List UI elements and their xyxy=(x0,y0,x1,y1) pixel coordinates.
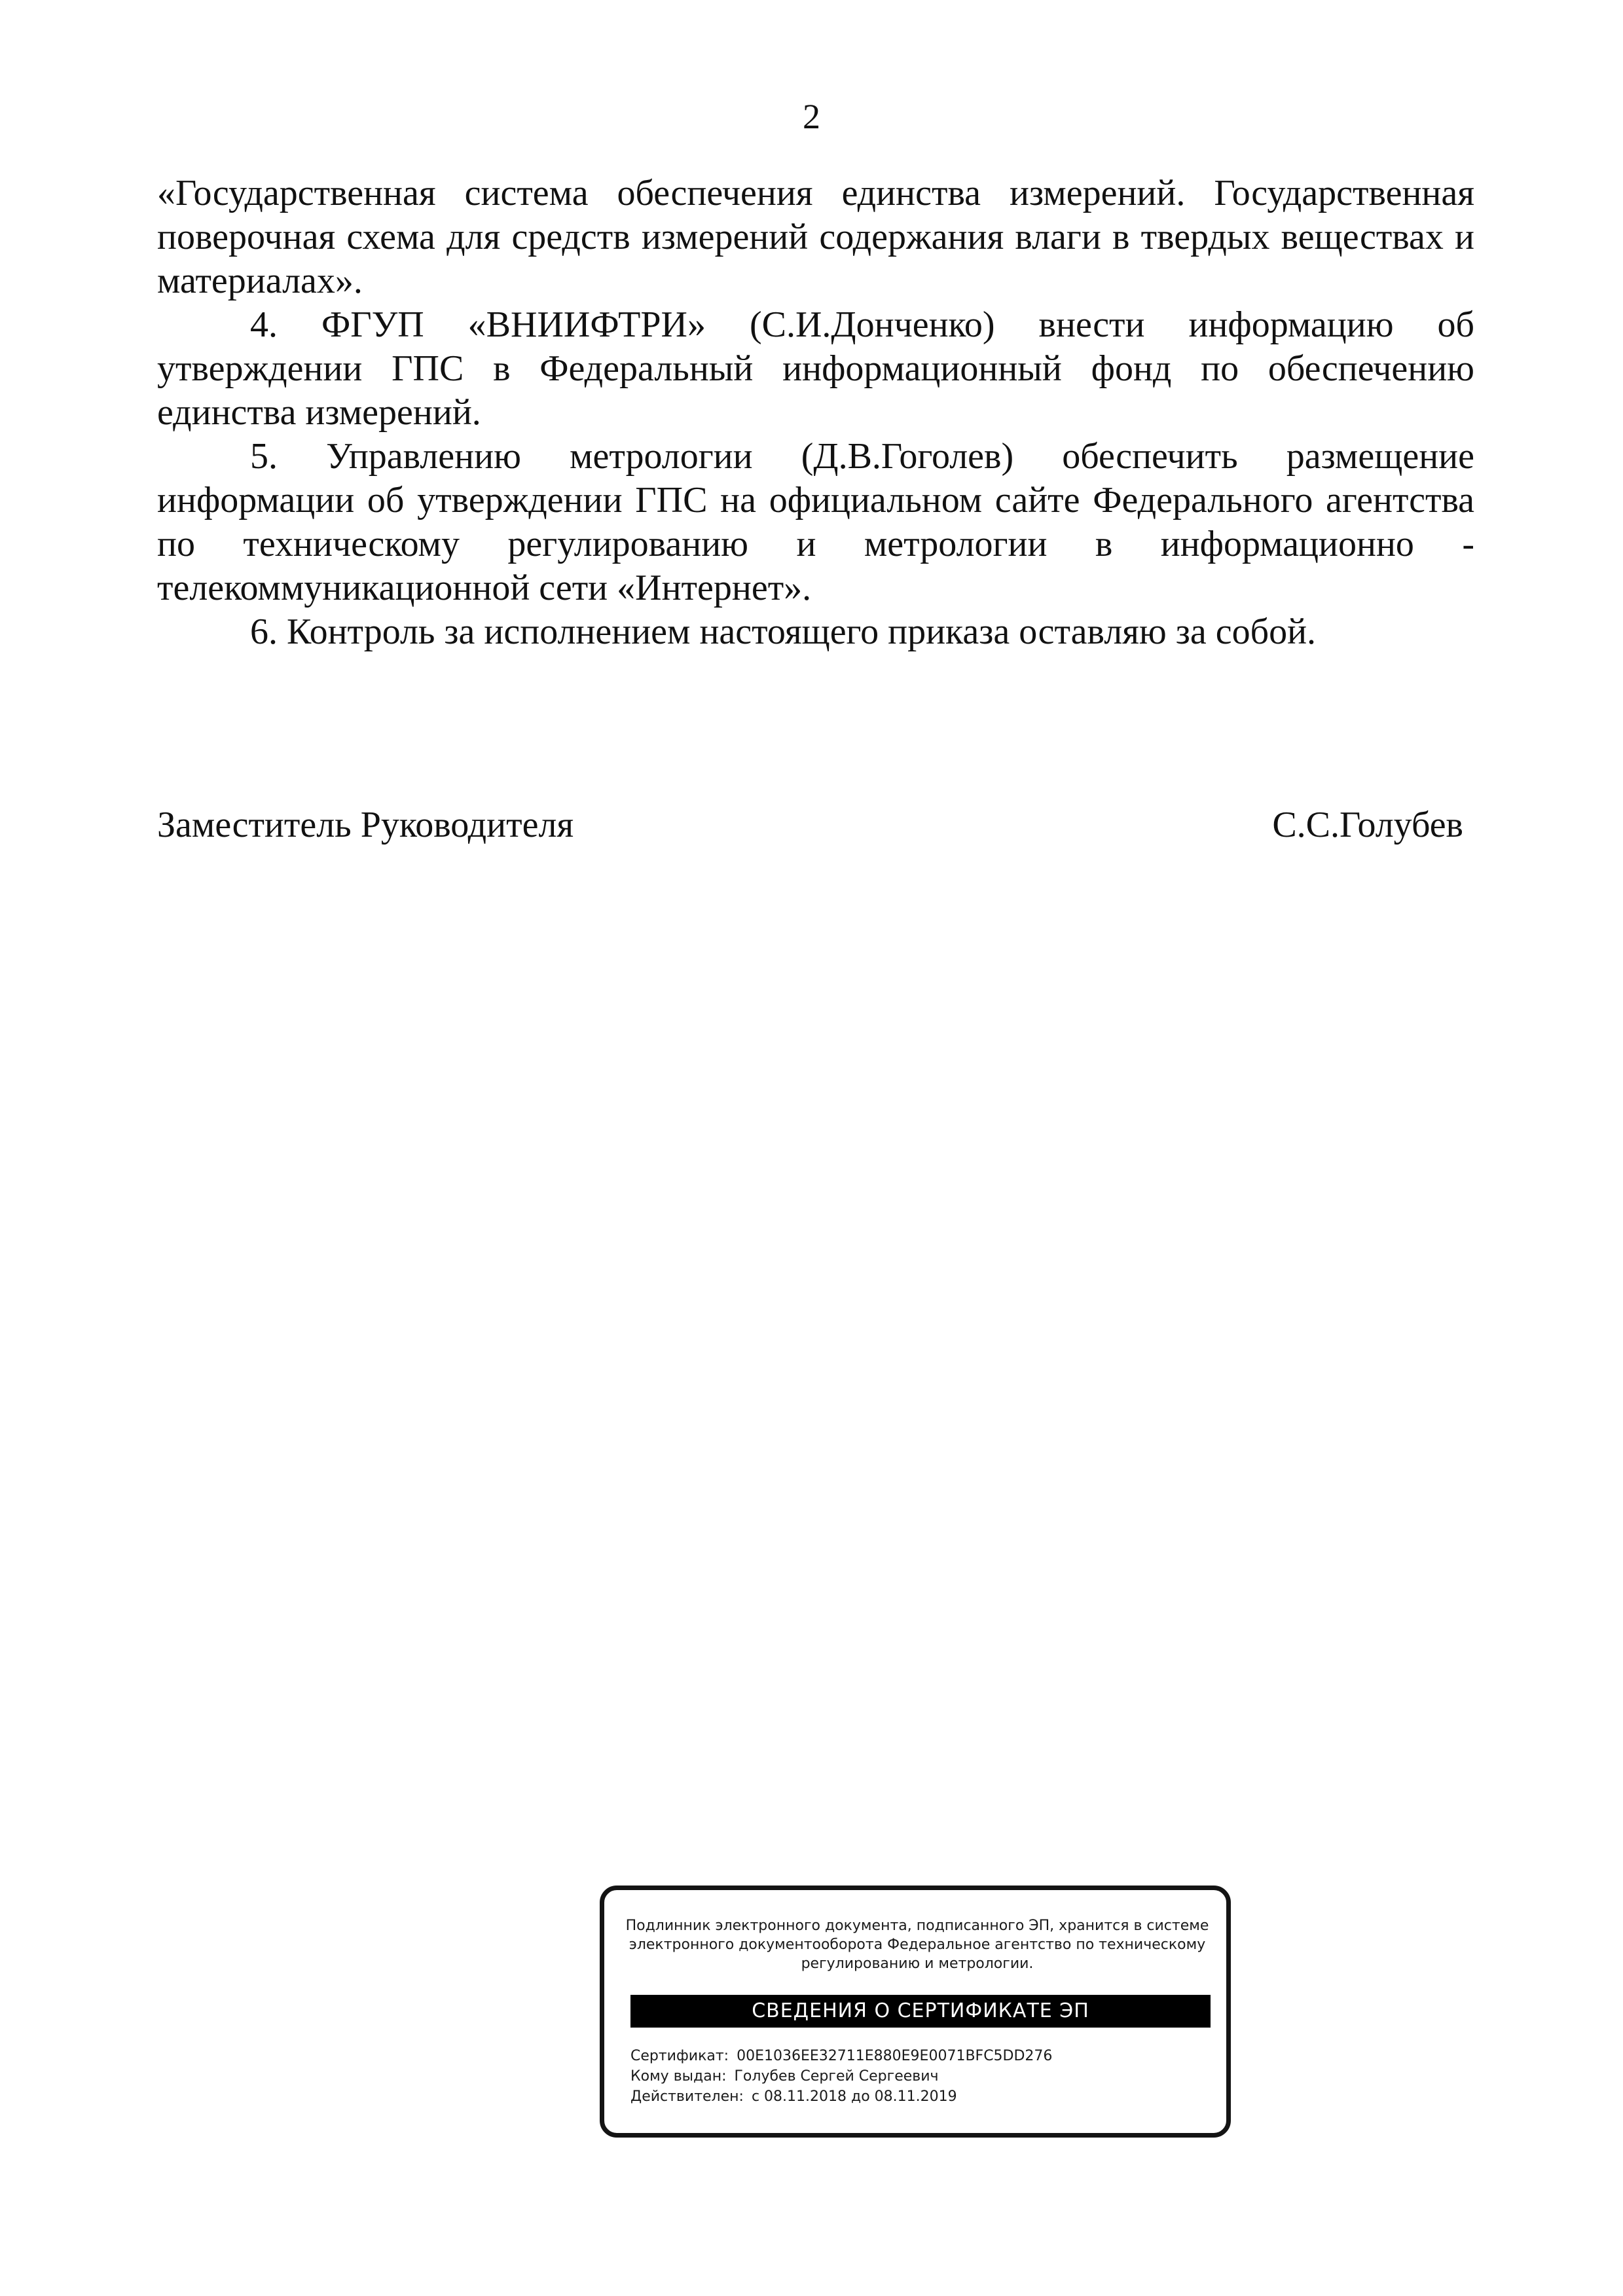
issued-to-row xyxy=(630,2066,1211,2086)
valid-value: с 08.11.2018 до 08.11.2019 xyxy=(751,2088,957,2105)
electronic-signature-stamp xyxy=(600,1886,1231,2138)
certificate-details xyxy=(630,2046,1211,2107)
stamp-header: СВЕДЕНИЯ О СЕРТИФИКАТЕ ЭП xyxy=(630,1995,1211,2028)
certificate-label: Сертификат: xyxy=(630,2048,729,2064)
signatory-position: Заместитель Руководителя xyxy=(157,805,574,845)
signatory-name: С.С.Голубев xyxy=(1272,805,1463,845)
page-number: 2 xyxy=(803,97,820,136)
issued-to-value: Голубев Сергей Сергеевич xyxy=(734,2068,939,2085)
stamp-notice: Подлинник электронного документа, подписанного ЭП, хранится в системе электронного документооборота Федеральное агентство по техническому регулированию и метрологии. xyxy=(625,1918,1209,1972)
paragraph-item-6: 6. Контроль за исполнением настоящего приказа оставляю за собой. xyxy=(250,611,1317,652)
paragraph-continuation: «Государственная система обеспечения единства измерений. Государственная поверочная схема для средств измерений содержания влаги в твердых веществах и материалах». xyxy=(157,173,1474,301)
document-body xyxy=(157,172,1474,654)
signature-block xyxy=(157,804,1463,846)
valid-label: Действителен: xyxy=(630,2088,744,2105)
certificate-value: 00E1036EE32711E880E9E0071BFC5DD276 xyxy=(737,2048,1053,2064)
valid-period-row xyxy=(630,2086,1211,2107)
certificate-row xyxy=(630,2046,1211,2066)
issued-to-label: Кому выдан: xyxy=(630,2068,727,2085)
paragraph-item-5: 5. Управлению метрологии (Д.В.Гоголев) обеспечить размещение информации об утверждении ГПС на официальном сайте Федерального агентства по техническому регулированию и метрологии в информационно - телекоммуникационной сети «Интернет». xyxy=(157,436,1474,608)
paragraph-item-4: 4. ФГУП «ВНИИФТРИ» (С.И.Донченко) внести информацию об утверждении ГПС в Федеральный информационный фонд по обеспечению единства измерений. xyxy=(157,304,1474,433)
